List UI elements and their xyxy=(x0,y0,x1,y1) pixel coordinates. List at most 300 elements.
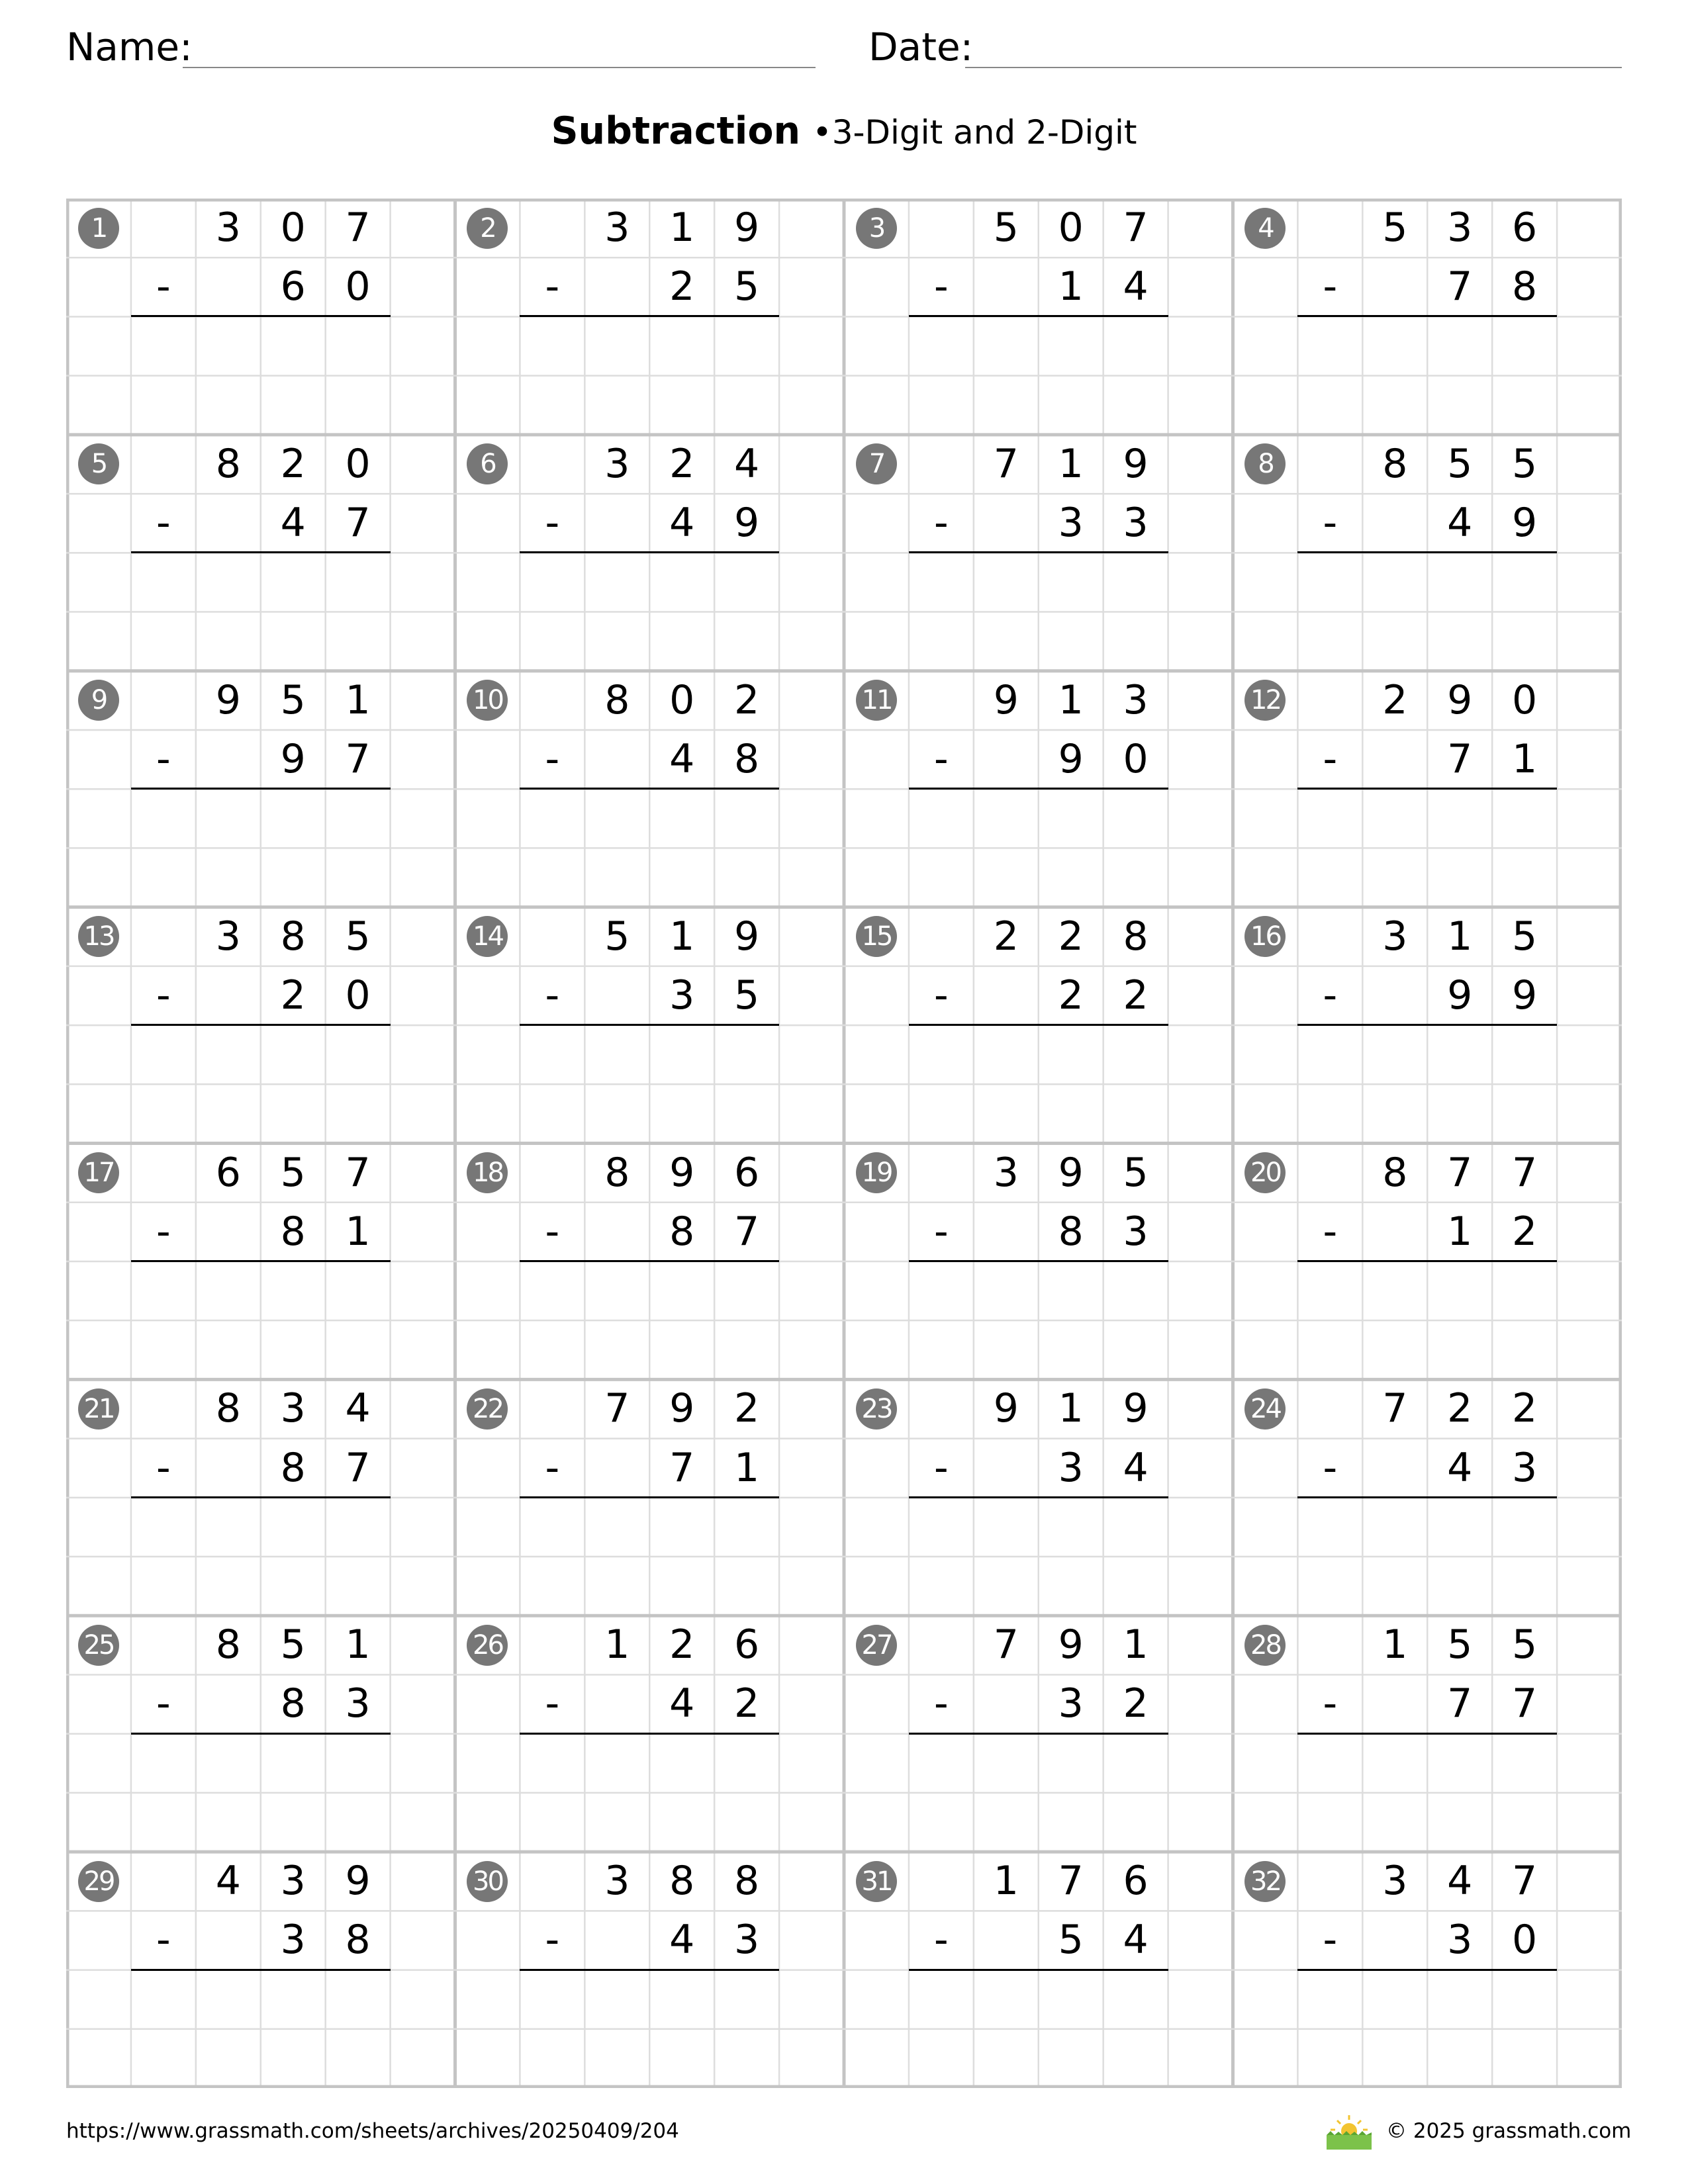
bottom-digit: 9 xyxy=(1512,972,1538,1019)
bottom-digit: 7 xyxy=(669,1444,695,1491)
top-digit: 1 xyxy=(1058,676,1084,723)
top-digit: 1 xyxy=(345,676,371,723)
answer-space[interactable] xyxy=(909,1557,1168,1615)
answer-space[interactable] xyxy=(131,1084,391,1143)
answer-space[interactable] xyxy=(909,1084,1168,1143)
minus-sign: - xyxy=(1323,263,1338,310)
top-digit: 2 xyxy=(1382,676,1408,723)
bottom-digit: 2 xyxy=(1123,972,1149,1019)
bottom-digit: 8 xyxy=(734,735,760,782)
answer-space[interactable] xyxy=(131,1970,391,2029)
problem-number-badge: 1 xyxy=(78,208,119,249)
worksheet-grid xyxy=(66,199,1622,2088)
top-digit: 9 xyxy=(345,1858,371,1905)
answer-space[interactable] xyxy=(1297,1261,1557,1320)
answer-space[interactable] xyxy=(1297,612,1557,671)
top-digit: 6 xyxy=(734,1621,760,1668)
title-subtitle: 3-Digit and 2-Digit xyxy=(831,113,1137,152)
answer-space[interactable] xyxy=(520,1498,779,1557)
bottom-digit: 0 xyxy=(1512,1917,1538,1964)
top-digit: 4 xyxy=(345,1385,371,1432)
top-digit: 8 xyxy=(734,1858,760,1905)
answer-space[interactable] xyxy=(520,1793,779,1852)
top-digit: 9 xyxy=(734,913,760,960)
top-digit: 2 xyxy=(734,1385,760,1432)
top-digit: 0 xyxy=(280,205,306,251)
top-digit: 9 xyxy=(1447,676,1473,723)
problem-number-badge: 6 xyxy=(467,443,508,484)
answer-space[interactable] xyxy=(131,789,391,848)
minus-sign: - xyxy=(1323,735,1338,782)
bottom-digit: 4 xyxy=(1447,500,1473,547)
top-digit: 0 xyxy=(1058,205,1084,251)
top-digit: 9 xyxy=(993,676,1019,723)
top-digit: 8 xyxy=(604,1149,630,1196)
top-digit: 8 xyxy=(280,913,306,960)
problem-number-badge: 30 xyxy=(467,1861,508,1902)
answer-space[interactable] xyxy=(520,848,779,907)
top-digit: 3 xyxy=(1382,913,1408,960)
bottom-digit: 4 xyxy=(669,735,695,782)
bottom-digit: 7 xyxy=(345,500,371,547)
answer-space[interactable] xyxy=(909,553,1168,612)
answer-space[interactable] xyxy=(1297,1734,1557,1793)
minus-sign: - xyxy=(1323,1444,1338,1491)
answer-space[interactable] xyxy=(1297,848,1557,907)
problem-number-badge: 3 xyxy=(856,208,897,249)
bottom-digit: 2 xyxy=(1123,1680,1149,1727)
answer-space[interactable] xyxy=(520,1084,779,1143)
answer-space[interactable] xyxy=(909,2029,1168,2088)
footer-url: https://www.grassmath.com/sheets/archives/20250409/204 xyxy=(66,2119,679,2143)
minus-sign: - xyxy=(934,1917,949,1964)
top-digit: 9 xyxy=(1123,1385,1149,1432)
problem-number-badge: 27 xyxy=(856,1625,897,1666)
top-digit: 3 xyxy=(280,1385,306,1432)
top-digit: 5 xyxy=(1512,1621,1538,1668)
bottom-digit: 8 xyxy=(280,1444,306,1491)
top-digit: 8 xyxy=(215,1621,241,1668)
top-digit: 9 xyxy=(1058,1149,1084,1196)
problem-number-badge: 29 xyxy=(78,1861,119,1902)
answer-space[interactable] xyxy=(520,1970,779,2029)
bottom-digit: 7 xyxy=(734,1208,760,1255)
problem-number-badge: 32 xyxy=(1244,1861,1286,1902)
bottom-digit: 3 xyxy=(280,1917,306,1964)
top-digit: 7 xyxy=(1512,1858,1538,1905)
top-digit: 5 xyxy=(1447,1621,1473,1668)
top-digit: 3 xyxy=(215,205,241,251)
bottom-digit: 1 xyxy=(345,1208,371,1255)
bottom-digit: 3 xyxy=(669,972,695,1019)
top-digit: 4 xyxy=(1447,1858,1473,1905)
bottom-digit: 0 xyxy=(1123,735,1149,782)
top-digit: 1 xyxy=(669,205,695,251)
answer-space[interactable] xyxy=(131,1793,391,1852)
problem-number-badge: 5 xyxy=(78,443,119,484)
page-title xyxy=(0,105,1688,159)
minus-sign: - xyxy=(156,1680,171,1727)
answer-space[interactable] xyxy=(131,612,391,671)
problem-number-badge: 14 xyxy=(467,916,508,957)
answer-space[interactable] xyxy=(1297,1320,1557,1379)
answer-space[interactable] xyxy=(131,848,391,907)
bottom-digit: 1 xyxy=(1447,1208,1473,1255)
minus-sign: - xyxy=(934,500,949,547)
bottom-digit: 4 xyxy=(669,500,695,547)
minus-sign: - xyxy=(934,1444,949,1491)
top-digit: 9 xyxy=(734,205,760,251)
bottom-digit: 9 xyxy=(1512,500,1538,547)
problem-number-badge: 22 xyxy=(467,1388,508,1430)
problem-number-badge: 17 xyxy=(78,1152,119,1193)
top-digit: 3 xyxy=(604,205,630,251)
top-digit: 5 xyxy=(1447,440,1473,487)
minus-sign: - xyxy=(545,1444,560,1491)
top-digit: 1 xyxy=(1058,440,1084,487)
top-digit: 5 xyxy=(280,676,306,723)
bottom-digit: 9 xyxy=(1447,972,1473,1019)
top-digit: 8 xyxy=(1382,1149,1408,1196)
bottom-digit: 3 xyxy=(1123,500,1149,547)
top-digit: 5 xyxy=(1512,913,1538,960)
answer-space[interactable] xyxy=(520,1025,779,1084)
answer-space[interactable] xyxy=(1297,789,1557,848)
top-digit: 3 xyxy=(604,1858,630,1905)
problem-number-badge: 21 xyxy=(78,1388,119,1430)
title-main: Subtraction xyxy=(551,109,801,153)
bottom-digit: 7 xyxy=(345,1444,371,1491)
date-line[interactable] xyxy=(965,67,1622,68)
top-digit: 6 xyxy=(734,1149,760,1196)
minus-sign: - xyxy=(545,500,560,547)
problem-number-badge: 8 xyxy=(1244,443,1286,484)
top-digit: 7 xyxy=(1058,1858,1084,1905)
bottom-digit: 2 xyxy=(280,972,306,1019)
top-digit: 9 xyxy=(669,1385,695,1432)
top-digit: 1 xyxy=(993,1858,1019,1905)
bottom-digit: 3 xyxy=(1058,1680,1084,1727)
top-digit: 0 xyxy=(669,676,695,723)
top-digit: 7 xyxy=(1382,1385,1408,1432)
top-digit: 3 xyxy=(215,913,241,960)
bottom-digit: 1 xyxy=(734,1444,760,1491)
answer-space[interactable] xyxy=(909,789,1168,848)
bottom-digit: 2 xyxy=(669,263,695,310)
answer-space[interactable] xyxy=(131,1498,391,1557)
bottom-digit: 0 xyxy=(345,263,371,310)
top-digit: 3 xyxy=(280,1858,306,1905)
answer-space[interactable] xyxy=(1297,1025,1557,1084)
minus-sign: - xyxy=(1323,972,1338,1019)
problem-number-badge: 18 xyxy=(467,1152,508,1193)
problem-number-badge: 12 xyxy=(1244,680,1286,721)
problem-number-badge: 9 xyxy=(78,680,119,721)
top-digit: 7 xyxy=(993,440,1019,487)
bottom-digit: 8 xyxy=(1058,1208,1084,1255)
answer-space[interactable] xyxy=(131,316,391,375)
grassmath-logo-icon xyxy=(1324,2111,1374,2151)
bottom-digit: 8 xyxy=(1512,263,1538,310)
bottom-digit: 4 xyxy=(280,500,306,547)
answer-space[interactable] xyxy=(909,1261,1168,1320)
bottom-digit: 6 xyxy=(280,263,306,310)
bottom-digit: 5 xyxy=(734,972,760,1019)
answer-space[interactable] xyxy=(520,2029,779,2088)
bottom-digit: 1 xyxy=(1058,263,1084,310)
answer-space[interactable] xyxy=(520,316,779,375)
top-digit: 7 xyxy=(1512,1149,1538,1196)
top-digit: 2 xyxy=(1512,1385,1538,1432)
top-digit: 8 xyxy=(215,440,241,487)
top-digit: 8 xyxy=(604,676,630,723)
bottom-digit: 4 xyxy=(669,1680,695,1727)
answer-space[interactable] xyxy=(909,1970,1168,2029)
top-digit: 1 xyxy=(1382,1621,1408,1668)
bottom-digit: 5 xyxy=(734,263,760,310)
top-digit: 4 xyxy=(734,440,760,487)
top-digit: 1 xyxy=(604,1621,630,1668)
top-digit: 7 xyxy=(345,205,371,251)
answer-space[interactable] xyxy=(131,2029,391,2088)
minus-sign: - xyxy=(545,1680,560,1727)
bottom-digit: 3 xyxy=(1512,1444,1538,1491)
problem-number-badge: 4 xyxy=(1244,208,1286,249)
minus-sign: - xyxy=(156,263,171,310)
top-digit: 2 xyxy=(669,440,695,487)
name-label: Name: xyxy=(66,24,193,69)
answer-space[interactable] xyxy=(131,1025,391,1084)
answer-space[interactable] xyxy=(131,1320,391,1379)
answer-space[interactable] xyxy=(1297,553,1557,612)
problem-number-badge: 13 xyxy=(78,916,119,957)
bottom-digit: 3 xyxy=(1123,1208,1149,1255)
top-digit: 3 xyxy=(604,440,630,487)
bottom-digit: 5 xyxy=(1058,1917,1084,1964)
footer-copyright: © 2025 grassmath.com xyxy=(1386,2119,1632,2143)
bottom-digit: 4 xyxy=(1123,1917,1149,1964)
top-digit: 5 xyxy=(993,205,1019,251)
answer-space[interactable] xyxy=(131,376,391,435)
top-digit: 1 xyxy=(1123,1621,1149,1668)
answer-space[interactable] xyxy=(909,1793,1168,1852)
answer-space[interactable] xyxy=(131,553,391,612)
bottom-digit: 4 xyxy=(1123,1444,1149,1491)
top-digit: 2 xyxy=(280,440,306,487)
answer-space[interactable] xyxy=(520,1557,779,1615)
minus-sign: - xyxy=(156,1917,171,1964)
minus-sign: - xyxy=(1323,500,1338,547)
minus-sign: - xyxy=(545,735,560,782)
top-digit: 1 xyxy=(1447,913,1473,960)
problem-number-badge: 10 xyxy=(467,680,508,721)
bottom-digit: 3 xyxy=(1058,1444,1084,1491)
answer-space[interactable] xyxy=(909,1498,1168,1557)
bottom-digit: 2 xyxy=(1058,972,1084,1019)
bottom-digit: 0 xyxy=(345,972,371,1019)
top-digit: 2 xyxy=(1058,913,1084,960)
top-digit: 2 xyxy=(993,913,1019,960)
answer-space[interactable] xyxy=(520,1261,779,1320)
top-digit: 2 xyxy=(669,1621,695,1668)
answer-space[interactable] xyxy=(909,1320,1168,1379)
bottom-digit: 7 xyxy=(1447,263,1473,310)
minus-sign: - xyxy=(156,735,171,782)
bottom-digit: 3 xyxy=(345,1680,371,1727)
answer-space[interactable] xyxy=(1297,316,1557,375)
bottom-digit: 2 xyxy=(734,1680,760,1727)
top-digit: 9 xyxy=(669,1149,695,1196)
bottom-digit: 4 xyxy=(669,1917,695,1964)
minus-sign: - xyxy=(1323,1680,1338,1727)
title-separator: • xyxy=(812,113,832,152)
answer-space[interactable] xyxy=(1297,1970,1557,2029)
problem-number-badge: 24 xyxy=(1244,1388,1286,1430)
minus-sign: - xyxy=(156,500,171,547)
top-digit: 3 xyxy=(1123,676,1149,723)
minus-sign: - xyxy=(934,263,949,310)
bottom-digit: 9 xyxy=(734,500,760,547)
answer-space[interactable] xyxy=(909,1734,1168,1793)
top-digit: 7 xyxy=(993,1621,1019,1668)
bottom-digit: 4 xyxy=(1447,1444,1473,1491)
problem-number-badge: 11 xyxy=(856,680,897,721)
answer-space[interactable] xyxy=(1297,1557,1557,1615)
answer-space[interactable] xyxy=(909,848,1168,907)
problem-number-badge: 16 xyxy=(1244,916,1286,957)
top-digit: 9 xyxy=(215,676,241,723)
bottom-digit: 7 xyxy=(1512,1680,1538,1727)
top-digit: 5 xyxy=(1123,1149,1149,1196)
problem-number-badge: 31 xyxy=(856,1861,897,1902)
answer-space[interactable] xyxy=(520,789,779,848)
answer-space[interactable] xyxy=(520,612,779,671)
minus-sign: - xyxy=(934,972,949,1019)
minus-sign: - xyxy=(934,1208,949,1255)
top-digit: 7 xyxy=(604,1385,630,1432)
bottom-digit: 1 xyxy=(1512,735,1538,782)
problem-number-badge: 7 xyxy=(856,443,897,484)
answer-space[interactable] xyxy=(520,1734,779,1793)
bottom-digit: 3 xyxy=(734,1917,760,1964)
minus-sign: - xyxy=(545,972,560,1019)
top-digit: 7 xyxy=(345,1149,371,1196)
top-digit: 1 xyxy=(1058,1385,1084,1432)
top-digit: 9 xyxy=(993,1385,1019,1432)
minus-sign: - xyxy=(156,972,171,1019)
bottom-digit: 9 xyxy=(280,735,306,782)
problem-number-badge: 15 xyxy=(856,916,897,957)
bottom-digit: 8 xyxy=(280,1208,306,1255)
bottom-digit: 8 xyxy=(280,1680,306,1727)
answer-space[interactable] xyxy=(1297,376,1557,435)
bottom-digit: 2 xyxy=(1512,1208,1538,1255)
answer-space[interactable] xyxy=(909,376,1168,435)
answer-space[interactable] xyxy=(520,376,779,435)
problem-number-badge: 25 xyxy=(78,1625,119,1666)
bottom-digit: 7 xyxy=(1447,735,1473,782)
top-digit: 6 xyxy=(1123,1858,1149,1905)
answer-space[interactable] xyxy=(1297,2029,1557,2088)
top-digit: 3 xyxy=(1447,205,1473,251)
minus-sign: - xyxy=(934,1680,949,1727)
top-digit: 5 xyxy=(345,913,371,960)
minus-sign: - xyxy=(1323,1917,1338,1964)
minus-sign: - xyxy=(545,263,560,310)
top-digit: 6 xyxy=(1512,205,1538,251)
answer-space[interactable] xyxy=(1297,1498,1557,1557)
problem-number-badge: 23 xyxy=(856,1388,897,1430)
top-digit: 0 xyxy=(345,440,371,487)
bottom-digit: 7 xyxy=(1447,1680,1473,1727)
minus-sign: - xyxy=(156,1208,171,1255)
bottom-digit: 3 xyxy=(1447,1917,1473,1964)
top-digit: 7 xyxy=(1123,205,1149,251)
bottom-digit: 9 xyxy=(1058,735,1084,782)
bottom-digit: 7 xyxy=(345,735,371,782)
top-digit: 5 xyxy=(280,1149,306,1196)
problem-number-badge: 26 xyxy=(467,1625,508,1666)
top-digit: 9 xyxy=(1058,1621,1084,1668)
top-digit: 0 xyxy=(1512,676,1538,723)
top-digit: 4 xyxy=(215,1858,241,1905)
top-digit: 8 xyxy=(1382,440,1408,487)
top-digit: 5 xyxy=(280,1621,306,1668)
name-line[interactable] xyxy=(183,67,816,68)
answer-space[interactable] xyxy=(520,553,779,612)
top-digit: 8 xyxy=(1123,913,1149,960)
answer-space[interactable] xyxy=(520,1320,779,1379)
top-digit: 6 xyxy=(215,1149,241,1196)
top-digit: 5 xyxy=(604,913,630,960)
answer-space[interactable] xyxy=(131,1734,391,1793)
top-digit: 9 xyxy=(1123,440,1149,487)
top-digit: 3 xyxy=(1382,1858,1408,1905)
minus-sign: - xyxy=(545,1917,560,1964)
top-digit: 2 xyxy=(734,676,760,723)
answer-space[interactable] xyxy=(909,316,1168,375)
minus-sign: - xyxy=(545,1208,560,1255)
top-digit: 1 xyxy=(345,1621,371,1668)
minus-sign: - xyxy=(1323,1208,1338,1255)
problem-number-badge: 19 xyxy=(856,1152,897,1193)
top-digit: 8 xyxy=(669,1858,695,1905)
bottom-digit: 8 xyxy=(345,1917,371,1964)
problem-number-badge: 28 xyxy=(1244,1625,1286,1666)
problem-number-badge: 2 xyxy=(467,208,508,249)
bottom-digit: 8 xyxy=(669,1208,695,1255)
top-digit: 2 xyxy=(1447,1385,1473,1432)
answer-space[interactable] xyxy=(131,1261,391,1320)
answer-space[interactable] xyxy=(131,1557,391,1615)
bottom-digit: 3 xyxy=(1058,500,1084,547)
answer-space[interactable] xyxy=(1297,1793,1557,1852)
top-digit: 8 xyxy=(215,1385,241,1432)
top-digit: 5 xyxy=(1512,440,1538,487)
top-digit: 7 xyxy=(1447,1149,1473,1196)
date-label: Date: xyxy=(868,24,974,69)
problem-number-badge: 20 xyxy=(1244,1152,1286,1193)
answer-space[interactable] xyxy=(1297,1084,1557,1143)
answer-space[interactable] xyxy=(909,1025,1168,1084)
minus-sign: - xyxy=(156,1444,171,1491)
top-digit: 5 xyxy=(1382,205,1408,251)
top-digit: 3 xyxy=(993,1149,1019,1196)
top-digit: 1 xyxy=(669,913,695,960)
answer-space[interactable] xyxy=(909,612,1168,671)
minus-sign: - xyxy=(934,735,949,782)
bottom-digit: 4 xyxy=(1123,263,1149,310)
